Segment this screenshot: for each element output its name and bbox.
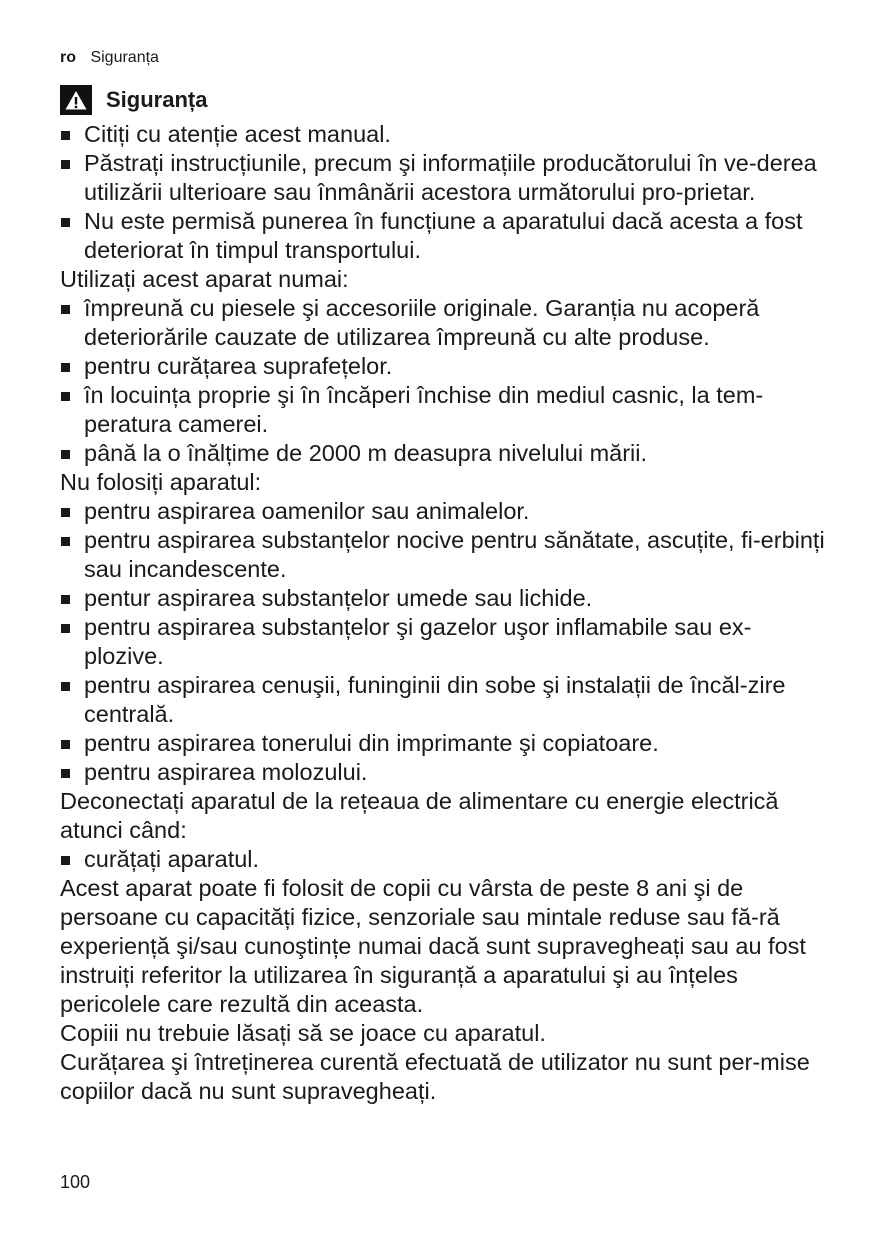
paragraph: Nu folosiți aparatul:: [60, 469, 262, 495]
page-title: Siguranța: [106, 87, 208, 112]
paragraph: Deconectați aparatul de la rețeaua de alimentare cu energie electrică atunci când:: [60, 788, 779, 843]
bullet-list: [60, 497, 825, 787]
section-name: Siguranța: [90, 49, 159, 66]
list-item: până la o înălțime de 2000 m deasupra nivelului mării.: [60, 439, 825, 468]
list-item: împreună cu piesele şi accesoriile originale. Garanția nu acoperă deteriorările cauzate de utilizarea împreună cu alte produse.: [60, 294, 825, 352]
section-heading: [60, 84, 207, 116]
paragraph: Acest aparat poate fi folosit de copii cu vârsta de peste 8 ani şi de persoane cu capacități fizice, senzoriale sau mintale reduse sau fă-ră experiență şi/sau cunoştințe numai dacă sunt supravegheați sau au fost instruiți referitor la utilizarea în siguranță a aparatului şi au înțeles pericolele care rezultă din aceasta.: [60, 875, 806, 1017]
list-item: pentru aspirarea oamenilor sau animalelor.: [60, 497, 825, 526]
list-item: pentur aspirarea substanțelor umede sau lichide.: [60, 584, 825, 613]
list-item: pentru aspirarea molozului.: [60, 758, 825, 787]
running-header: [60, 48, 159, 68]
bullet-list: [60, 120, 825, 265]
paragraph: Copiii nu trebuie lăsați să se joace cu aparatul.: [60, 1020, 546, 1046]
safety-content: [60, 120, 825, 1106]
list-item: Citiți cu atenție acest manual.: [60, 120, 825, 149]
paragraph: Curățarea şi întreținerea curentă efectuată de utilizator nu sunt per-mise copiilor dacă nu sunt supravegheați.: [60, 1049, 810, 1104]
paragraph: Utilizați acest aparat numai:: [60, 266, 349, 292]
list-item: Nu este permisă punerea în funcțiune a aparatului dacă acesta a fost deteriorat în timpul transportului.: [60, 207, 825, 265]
warning-triangle-icon: [60, 85, 92, 115]
list-item: Păstrați instrucțiunile, precum şi informațiile producătorului în ve-derea utilizării ulterioare sau înmânării acestora următorului pro-prietar.: [60, 149, 825, 207]
page-number: 100: [60, 1172, 91, 1192]
list-item: pentru aspirarea substanțelor nocive pentru sănătate, ascuțite, fi-erbinți sau incandescente.: [60, 526, 825, 584]
list-item: în locuința proprie şi în încăperi închise din mediul casnic, la tem-peratura camerei.: [60, 381, 825, 439]
language-code: ro: [60, 49, 76, 66]
list-item: pentru aspirarea substanțelor şi gazelor uşor inflamabile sau ex-plozive.: [60, 613, 825, 671]
bullet-list: [60, 845, 825, 874]
bullet-list: [60, 294, 825, 468]
list-item: curățați aparatul.: [60, 845, 825, 874]
list-item: pentru curățarea suprafețelor.: [60, 352, 825, 381]
list-item: pentru aspirarea tonerului din imprimante şi copiatoare.: [60, 729, 825, 758]
list-item: pentru aspirarea cenuşii, funinginii din sobe şi instalații de încăl-zire centrală.: [60, 671, 825, 729]
